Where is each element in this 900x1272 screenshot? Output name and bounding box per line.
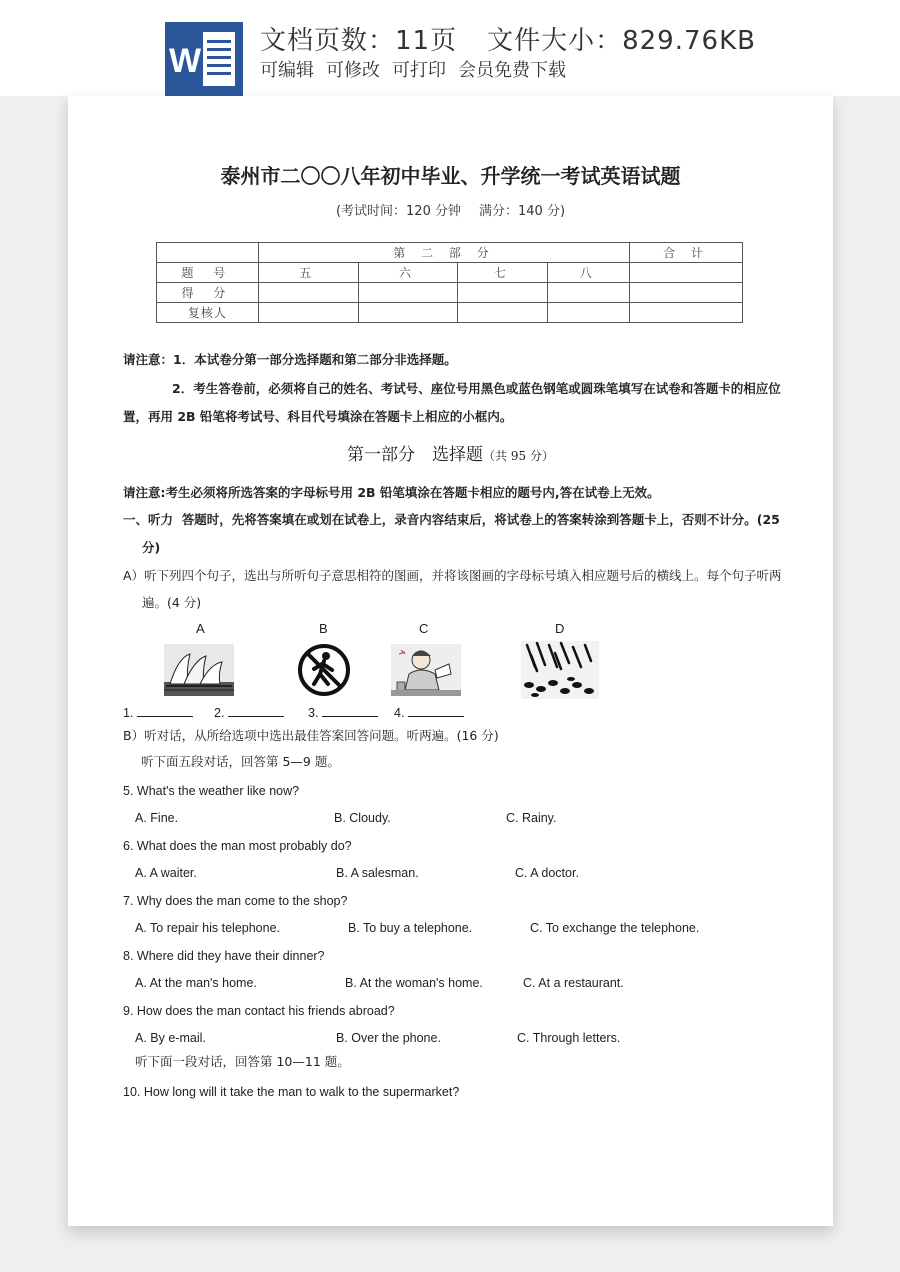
exam-paper-page bbox=[68, 96, 833, 1226]
document-features bbox=[260, 56, 578, 82]
score-table-col: 八 bbox=[548, 263, 630, 283]
score-table-cell bbox=[458, 283, 548, 303]
score-table-cell bbox=[458, 303, 548, 323]
exam-time: (考试时间：120 分钟 bbox=[335, 204, 461, 219]
score-table-cell bbox=[630, 283, 743, 303]
question-5: 5. What's the weather like now? bbox=[123, 784, 300, 798]
option-8b[interactable]: B. At the woman's home. bbox=[345, 976, 483, 990]
score-table-col: 五 bbox=[258, 263, 358, 283]
document-info-banner bbox=[0, 0, 900, 96]
section-title bbox=[68, 440, 833, 465]
score-table-cell bbox=[630, 263, 743, 283]
part-b-sub-instruction: 听下面五段对话，回答第 5—9 题。 bbox=[141, 754, 340, 769]
score-table-row-label: 得 分 bbox=[157, 283, 259, 303]
part-a-instruction-cont: 遍。(4 分) bbox=[142, 595, 202, 610]
score-table-cell bbox=[548, 283, 630, 303]
option-9c[interactable]: C. Through letters. bbox=[517, 1031, 621, 1045]
question-6: 6. What does the man most probably do? bbox=[123, 839, 352, 853]
note-1: 请注意：1．本试卷分第一部分选择题和第二部分非选择题。 bbox=[123, 352, 457, 367]
note-2: 2．考生答卷前，必须将自己的姓名、考试号、座位号用黑色或蓝色钢笔或圆珠笔填写在试卷和答题卡的相应位 bbox=[172, 381, 781, 396]
opera-house-picture bbox=[164, 644, 234, 696]
feature-printable: 可打印 bbox=[392, 60, 446, 81]
word-document-icon bbox=[165, 22, 243, 96]
svg-text:W: W bbox=[168, 42, 202, 80]
option-8a[interactable]: A. At the man's home. bbox=[135, 976, 257, 990]
page-title: 泰州市二〇〇八年初中毕业、升学统一考试英语试题 bbox=[220, 164, 681, 188]
score-table-cell bbox=[630, 303, 743, 323]
score-table-col: 六 bbox=[358, 263, 458, 283]
option-6c[interactable]: C. A doctor. bbox=[515, 866, 579, 880]
blank-number: 4. bbox=[394, 706, 405, 720]
tired-person-picture bbox=[391, 644, 461, 696]
feature-editable: 可编辑 bbox=[260, 60, 314, 81]
score-table-cell bbox=[258, 283, 358, 303]
option-7c[interactable]: C. To exchange the telephone. bbox=[530, 921, 700, 935]
section-title-text: 第一部分 选择题 bbox=[347, 445, 484, 465]
document-stats bbox=[260, 20, 756, 57]
blank-number: 3. bbox=[308, 706, 319, 720]
listening-text-cont: 分) bbox=[142, 540, 161, 555]
answer-blank-4[interactable] bbox=[394, 704, 464, 720]
option-8c[interactable]: C. At a restaurant. bbox=[523, 976, 624, 990]
no-walking-sign-icon bbox=[296, 642, 352, 698]
picture-letter-d: D bbox=[555, 621, 565, 636]
option-9b[interactable]: B. Over the phone. bbox=[336, 1031, 441, 1045]
question-8: 8. Where did they have their dinner? bbox=[123, 949, 325, 963]
option-9a[interactable]: A. By e-mail. bbox=[135, 1031, 206, 1045]
score-table-row-label: 题 号 bbox=[157, 263, 259, 283]
score-table-corner bbox=[157, 243, 259, 263]
option-6b[interactable]: B. A salesman. bbox=[336, 866, 419, 880]
listening-text: 答题时，先将答案填在或划在试卷上，录音内容结束后，将试卷上的答案转涂到答题卡上，否则不计分。(25 bbox=[181, 512, 780, 527]
instruction-10-11: 听下面一段对话，回答第 10—11 题。 bbox=[135, 1054, 350, 1069]
score-table bbox=[156, 242, 743, 323]
full-score: 满分：140 分) bbox=[479, 204, 566, 219]
picture-letter-a: A bbox=[196, 621, 205, 636]
picture-letter-c: C bbox=[419, 621, 429, 636]
question-10: 10. How long will it take the man to walk to the supermarket? bbox=[123, 1085, 460, 1099]
file-size: 文件大小：829.76KB bbox=[487, 26, 756, 56]
answer-blank-1[interactable] bbox=[123, 704, 193, 720]
part-b-instruction: B）听对话，从所给选项中选出最佳答案回答问题。听两遍。(16 分) bbox=[123, 728, 499, 743]
score-table-cell bbox=[548, 303, 630, 323]
page-count: 文档页数：11页 bbox=[260, 26, 458, 56]
section-points: （共 95 分） bbox=[483, 449, 554, 463]
listening-heading: 一、听力 bbox=[123, 512, 174, 527]
option-7b[interactable]: B. To buy a telephone. bbox=[348, 921, 473, 935]
blank-number: 2. bbox=[214, 706, 225, 720]
option-6a[interactable]: A. A waiter. bbox=[135, 866, 197, 880]
score-table-part-header: 第 二 部 分 bbox=[258, 243, 629, 263]
listening-instructions bbox=[123, 510, 780, 528]
note-2-cont: 置，再用 2B 铅笔将考试号、科目代号填涂在答题卡上相应的小框内。 bbox=[123, 409, 513, 424]
part-a-instruction: A）听下列四个句子，选出与所听句子意思相符的图画，并将该图画的字母标号填入相应题号后的横线上。每个句子听两 bbox=[123, 568, 782, 583]
option-7a[interactable]: A. To repair his telephone. bbox=[135, 921, 281, 935]
score-table-row-label: 复核人 bbox=[157, 303, 259, 323]
blank-number: 1. bbox=[123, 706, 134, 720]
score-table-total-header: 合 计 bbox=[630, 243, 743, 263]
feature-modifiable: 可修改 bbox=[326, 60, 380, 81]
question-7: 7. Why does the man come to the shop? bbox=[123, 894, 348, 908]
answer-blank-3[interactable] bbox=[308, 704, 378, 720]
score-table-cell bbox=[358, 303, 458, 323]
exam-meta bbox=[68, 200, 833, 219]
score-table-cell bbox=[258, 303, 358, 323]
section-note: 请注意:考生必须将所选答案的字母标号用 2B 铅笔填涂在答题卡相应的题号内,答在试卷上无效。 bbox=[123, 485, 660, 500]
option-5a[interactable]: A. Fine. bbox=[135, 811, 179, 825]
score-table-cell bbox=[358, 283, 458, 303]
score-table-col: 七 bbox=[458, 263, 548, 283]
feature-member-download[interactable]: 会员免费下载 bbox=[458, 60, 566, 81]
question-9: 9. How does the man contact his friends abroad? bbox=[123, 1004, 395, 1018]
rain-picture bbox=[521, 641, 599, 699]
option-5b[interactable]: B. Cloudy. bbox=[334, 811, 391, 825]
answer-blank-2[interactable] bbox=[214, 704, 284, 720]
option-5c[interactable]: C. Rainy. bbox=[506, 811, 557, 825]
picture-letter-b: B bbox=[319, 621, 328, 636]
